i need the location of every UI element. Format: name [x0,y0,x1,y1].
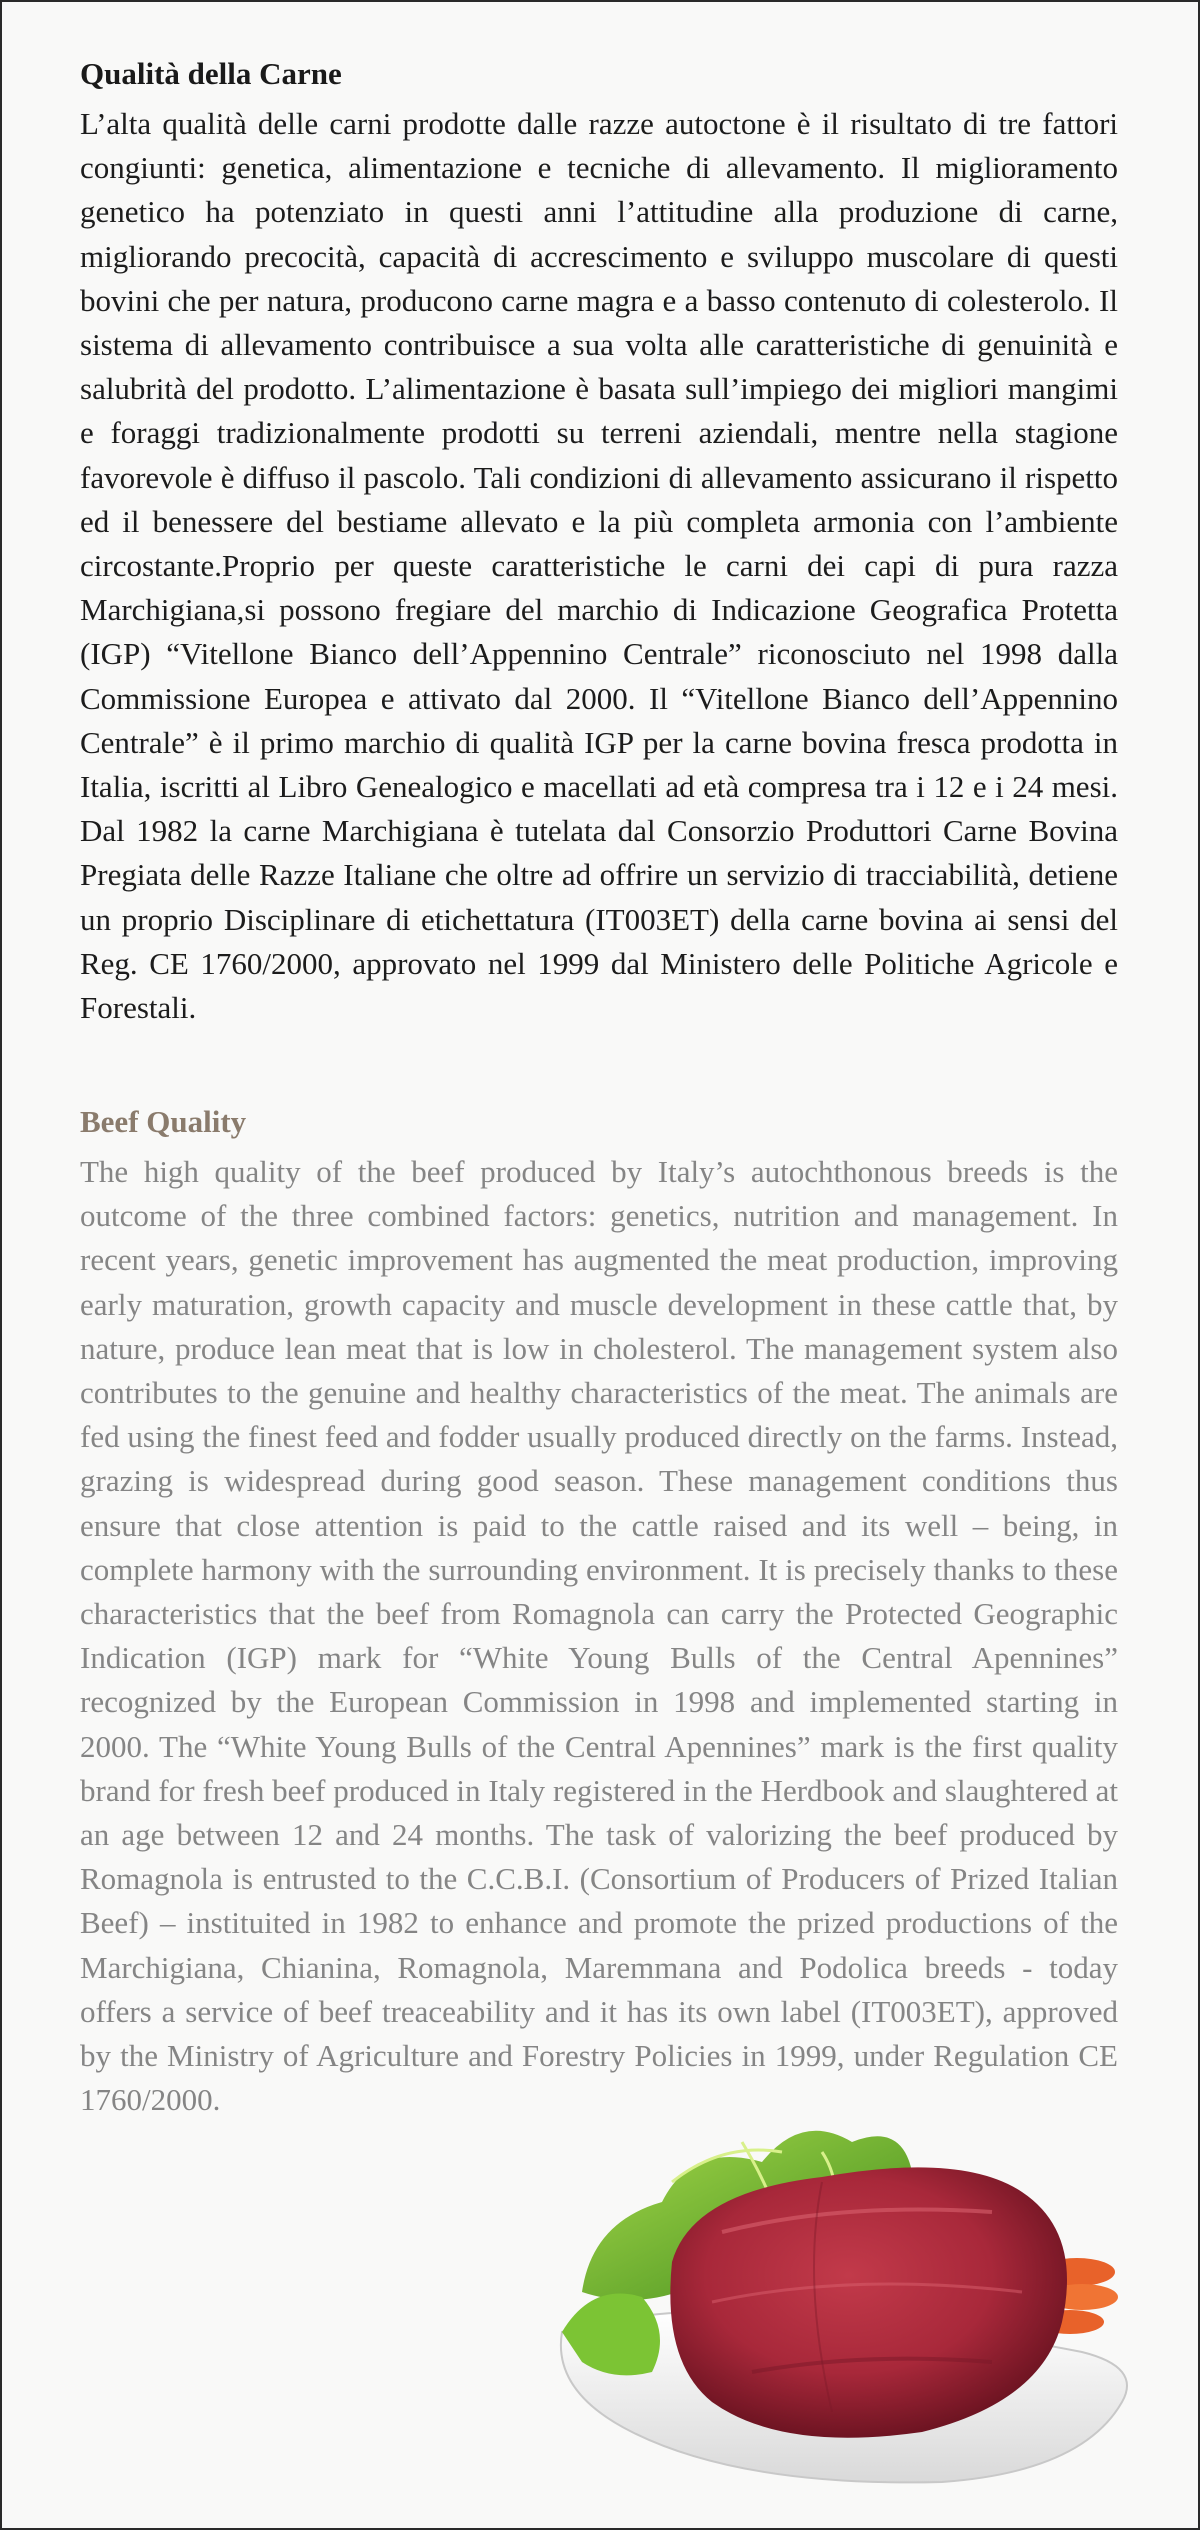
italian-body: L’alta qualità delle carni prodotte dalle razze autoctone è il risultato di tre fattori congiunti: genetica, alimentazione e tecniche di allevamento. Il miglioramento genetico ha potenziato in questi anni l’attitudine alla produzione di carne, migliorando precocità, capacità di accrescimento e sviluppo muscolare di questi bovini che per natura, producono carne magra e a basso contenuto di colesterolo. Il sistema di allevamento contribuisce a sua volta alle caratteristiche di genuinità e salubrità del prodotto. L’alimentazione è basata sull’impiego dei migliori mangimi e foraggi tradizionalmente prodotti su terreni aziendali, mentre nella stagione favorevole è diffuso il pascolo. Tali condizioni di allevamento assicurano il rispetto ed il benessere del bestiame allevato e la più completa armonia con l’ambiente circostante.Proprio per queste caratteristiche le carni dei capi di pura razza Marchigiana,si possono fregiare del marchio di Indicazione Geografica Protetta (IGP) “Vitellone Bianco dell’Appennino Centrale” riconosciuto nel 1998 dalla Commissione Europea e attivato dal 2000. Il “Vitellone Bianco dell’Appennino Centrale” è il primo marchio di qualità IGP per la carne bovina fresca prodotta in Italia, iscritti al Libro Genealogico e macellati ad età compresa tra i 12 e i 24 mesi. Dal 1982 la carne Marchigiana è tutelata dal Consorzio Produttori Carne Bovina Pregiata delle Razze Italiane che oltre ad offrire un servizio di tracciabilità, detiene un proprio Disciplinare di etichettatura (IT003ET) della carne bovina ai sensi del Reg. CE 1760/2000, approvato nel 1999 dal Ministero delle Politiche Agricole e Forestali. [80,106,1118,1026]
italian-heading: Qualità della Carne [80,56,342,91]
english-section [80,1100,1118,2122]
english-heading: Beef Quality [80,1104,247,1139]
italian-section [80,52,1118,1030]
english-body: The high quality of the beef produced by Italy’s autochthonous breeds is the outcome of the three combined factors: genetics, nutrition and management. In recent years, genetic improvement has augmented the meat production, improving early maturation, growth capacity and muscle development in these cattle that, by nature, produce lean meat that is low in cholesterol. The management system also contributes to the genuine and healthy characteristics of the meat. The animals are fed using the finest feed and fodder usually produced directly on the farms. Instead, grazing is widespread during good season. These management conditions thus ensure that close attention is paid to the cattle raised and its well – being, in complete harmony with the surrounding environment. It is precisely thanks to these characteristics that the beef from Romagnola can carry the Protected Geographic Indication (IGP) mark for “White Young Bulls of the Central Apennines” recognized by the European Commission in 1998 and implemented starting in 2000. The “White Young Bulls of the Central Apennines” mark is the first quality brand for fresh beef produced in Italy registered in the Herdbook and slaughtered at an age between 12 and 24 months. The task of valorizing the beef produced by Romagnola is entrusted to the C.C.B.I. (Consortium of Producers of Prized Italian Beef) – instituited in 1982 to enhance and promote the prized productions of the Marchigiana, Chianina, Romagnola, Maremmana and Podolica breeds - today offers a service of beef treaceability and it has its own label (IT003ET), approved by the Ministry of Agriculture and Forestry Policies in 1999, under Regulation CE 1760/2000. [80,1154,1118,2118]
raw-beef-on-plate-icon [522,2082,1162,2502]
